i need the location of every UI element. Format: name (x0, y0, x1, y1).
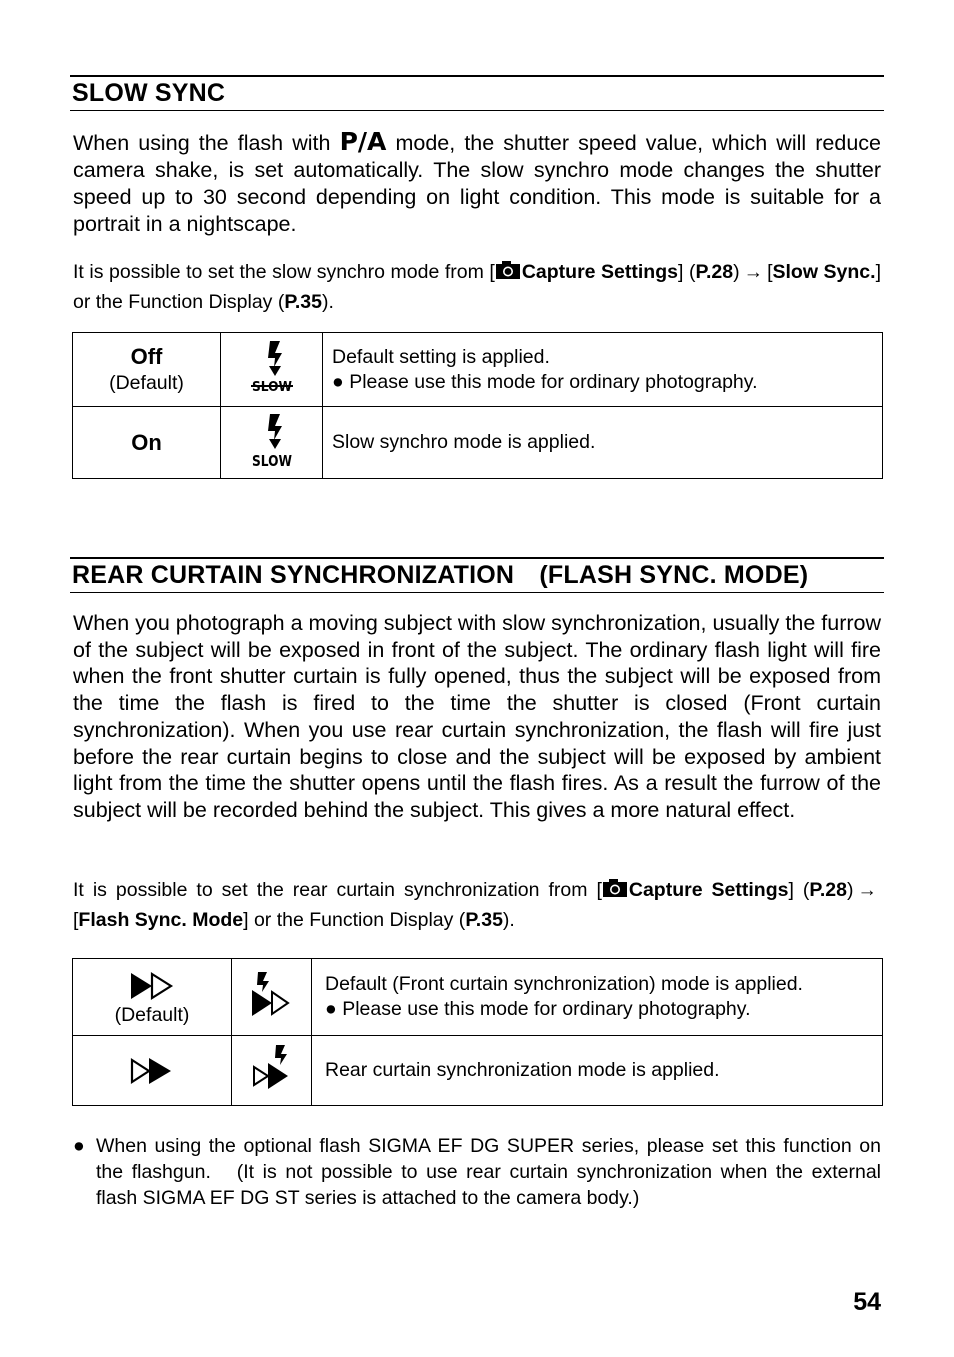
option-description-cell (312, 1036, 883, 1106)
option-icon-cell (232, 1036, 312, 1106)
option-description: Default setting is applied. (332, 345, 550, 368)
slow-icon-text: SLOW (251, 452, 292, 468)
right-arrow-icon: → (743, 261, 764, 283)
option-bullet (332, 370, 882, 395)
desc-text-pre: When using the flash with (73, 131, 331, 155)
rear-curtain-description: When you photograph a moving subject with slow synchronization, usually the furrow of the subject will be exposed in front of the subject. The ordinary flash light will fire when the front shutter curtain is fully opened, thus the subject will be exposed from the time the flash is fired to the time the shutter is closed (Front curtain synchronization). When you use rear curtain synchronization, the flash will fire just before the rear curtain begins to close and the subject will be exposed by ambient light from the time the shutter opens until the flash fires. As a result the furrow of the subject will be recorded behind the subject. This gives a more natural effect. (73, 611, 881, 822)
section-title: REAR CURTAIN SYNCHRONIZATION (FLASH SYNC. MODE) (72, 561, 809, 589)
table-row (73, 959, 883, 1036)
page-ref: P.28 (695, 261, 734, 283)
option-name-cell (73, 333, 221, 407)
bullet-dot: ● (332, 370, 344, 393)
option-default-label: (Default) (109, 371, 184, 394)
note-text: It is possible to set the rear curtain synchronization from [ (73, 879, 602, 901)
menu-capture-settings: Capture Settings (521, 261, 678, 283)
option-name-cell (73, 959, 232, 1036)
option-description: Slow synchro mode is applied. (332, 431, 596, 453)
flash-slow-on-icon (247, 452, 297, 472)
note-text: ). (321, 291, 334, 313)
note-text: ) (733, 261, 740, 283)
option-icon-cell (232, 959, 312, 1036)
camera-icon (495, 260, 521, 288)
option-bullet-text: Please use this mode for ordinary photography. (342, 998, 751, 1020)
option-description-cell (312, 959, 883, 1036)
note-text: ] ( (677, 261, 696, 283)
option-name-cell (73, 407, 221, 479)
menu-item-slow-sync: Slow Sync. (772, 261, 876, 283)
page-ref: P.35 (284, 291, 322, 313)
flash-slow-off-icon (247, 382, 297, 399)
camera-icon (602, 878, 628, 906)
option-icon-cell (221, 407, 323, 479)
flash-rear-curtain-icon (250, 1080, 294, 1097)
page-number: 54 (853, 1288, 881, 1316)
note-text: ] or the Function Display ( (73, 261, 881, 313)
menu-item-flash-sync-mode: Flash Sync. Mode (78, 909, 244, 931)
option-icon-cell (221, 333, 323, 407)
note-text: It is possible to set the slow synchro mode from [ (73, 261, 495, 283)
section-title: SLOW SYNC (72, 79, 226, 107)
slow-sync-description (73, 128, 881, 238)
flashgun-footnote (73, 1133, 881, 1211)
option-description-cell (323, 407, 883, 479)
note-text: ). (502, 909, 515, 931)
slow-icon-text: SLOW (251, 380, 292, 395)
note-text: [ (767, 261, 773, 283)
desc-text-post: mode, the shutter speed value, which will reduce camera shake, is set automatically. The slow synchro mode changes the shutter speed up to 30 second depending on light condition. This mode is suitable for a portrait in a nightscape. (73, 131, 881, 236)
note-text: [ (73, 909, 79, 931)
note-text: ] ( (788, 879, 810, 901)
option-description: Default (Front curtain synchronization) mode is applied. (325, 973, 803, 995)
table-row (73, 1036, 883, 1106)
section-header-slow-sync (70, 75, 884, 111)
section-header-rear-curtain (70, 557, 884, 593)
footnote-text: When using the optional flash SIGMA EF DG SUPER series, please set this function on the flashgun. (It is not possible to use rear curtain synchronization when the external flash SIGMA EF DG ST series is attached to the camera body.) (96, 1135, 881, 1209)
option-default-label: (Default) (114, 1004, 190, 1026)
slow-sync-menu-note (73, 258, 881, 316)
page-ref: P.28 (809, 879, 847, 901)
table-row (73, 407, 883, 479)
flash-sync-options-table (72, 958, 883, 1106)
bullet-dot: ● (325, 998, 337, 1020)
menu-capture-settings: Capture Settings (628, 879, 789, 901)
option-description-cell (323, 333, 883, 407)
option-bullet (325, 997, 882, 1022)
page-ref: P.35 (465, 909, 503, 931)
option-bullet-text: Please use this mode for ordinary photography. (349, 370, 758, 393)
option-label: On (131, 429, 162, 455)
front-curtain-sync-icon (73, 970, 231, 1002)
table-row (73, 333, 883, 407)
option-name-cell (73, 1036, 232, 1106)
rear-curtain-menu-note (73, 876, 881, 934)
option-description: Rear curtain synchronization mode is applied. (325, 1059, 720, 1081)
right-arrow-icon: → (857, 879, 877, 901)
slow-sync-options-table (72, 332, 883, 479)
note-text: ) (846, 879, 854, 901)
note-text: ] or the Function Display ( (243, 909, 466, 931)
flash-front-curtain-icon (250, 1007, 294, 1024)
option-label: Off (130, 343, 163, 369)
bullet-dot: ● (73, 1135, 85, 1157)
mode-pa-label: P/A (339, 127, 387, 156)
rear-curtain-sync-icon (73, 1055, 231, 1087)
